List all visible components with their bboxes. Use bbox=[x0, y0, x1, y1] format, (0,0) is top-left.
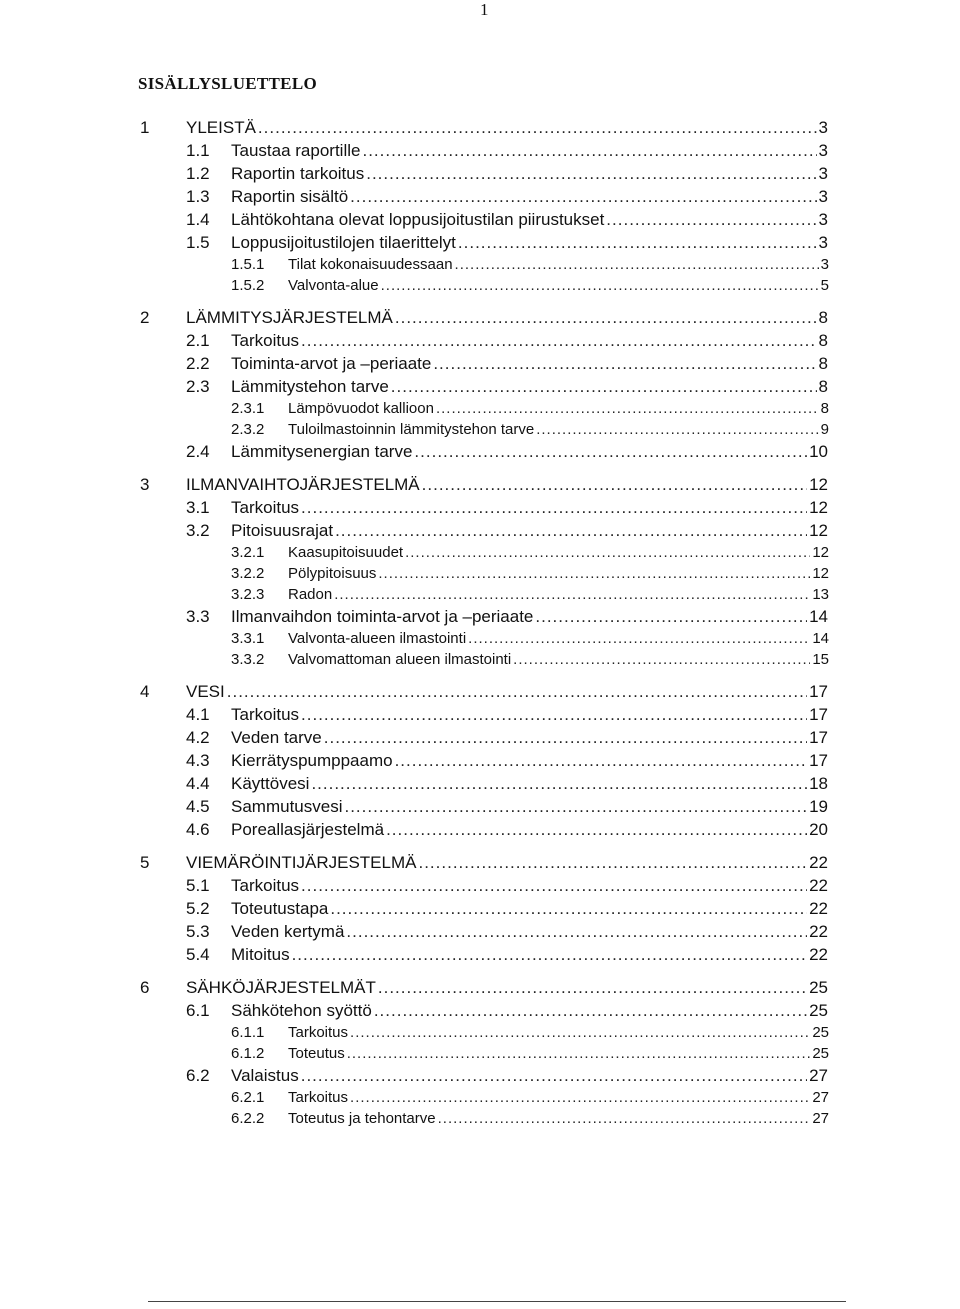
toc-entry-line bbox=[231, 440, 828, 463]
toc-entry-number: 3 bbox=[140, 475, 150, 494]
toc-entry-number: 1.4 bbox=[186, 210, 210, 229]
toc-entry-page: 22 bbox=[809, 876, 828, 895]
toc-entry-page: 22 bbox=[809, 922, 828, 941]
toc-entry-line bbox=[186, 976, 828, 999]
toc-entry-page: 17 bbox=[809, 751, 828, 770]
toc-entry-page: 20 bbox=[809, 820, 828, 839]
toc-entry-label: ILMANVAIHTOJÄRJESTELMÄ bbox=[186, 475, 420, 494]
toc-entry-number: 2 bbox=[140, 308, 150, 327]
toc-entry-label: Taustaa raportille bbox=[231, 141, 361, 160]
toc-entry-page: 12 bbox=[809, 475, 828, 494]
toc-entry-label: Sammutusvesi bbox=[231, 797, 343, 816]
toc-entry-number: 4.1 bbox=[186, 705, 210, 724]
toc-entry-number: 3.2.1 bbox=[231, 544, 265, 561]
toc-entry[interactable] bbox=[0, 605, 960, 628]
dot-leader bbox=[414, 440, 807, 463]
toc-entry-line bbox=[231, 519, 828, 542]
toc-entry[interactable] bbox=[0, 208, 960, 231]
toc-entry-line bbox=[288, 254, 829, 275]
dot-leader bbox=[366, 162, 816, 185]
toc-entry-number: 1.1 bbox=[186, 141, 210, 160]
toc-entry[interactable] bbox=[0, 116, 960, 139]
toc-entry[interactable] bbox=[0, 628, 960, 649]
toc-entry-line bbox=[231, 920, 828, 943]
toc-entry-label: Kierrätyspumppaamo bbox=[231, 751, 393, 770]
toc-entry-line bbox=[288, 1087, 829, 1108]
dot-leader bbox=[301, 496, 807, 519]
toc-entry[interactable] bbox=[0, 329, 960, 352]
toc-entry[interactable] bbox=[0, 375, 960, 398]
toc-entry[interactable] bbox=[0, 795, 960, 818]
toc-entry-line bbox=[288, 649, 829, 670]
toc-entry-label: Mitoitus bbox=[231, 945, 290, 964]
toc-entry-page: 14 bbox=[812, 630, 829, 647]
dot-leader bbox=[433, 352, 816, 375]
toc-entry[interactable] bbox=[0, 818, 960, 841]
toc-entry-label: Kaasupitoisuudet bbox=[288, 544, 404, 561]
toc-entry-label: Käyttövesi bbox=[231, 774, 310, 793]
toc-entry-number: 3.3 bbox=[186, 607, 210, 626]
toc-entry[interactable] bbox=[0, 649, 960, 670]
dot-leader bbox=[381, 275, 819, 296]
toc-entry-label: Toteutustapa bbox=[231, 899, 329, 918]
toc-entry-label: Toteutus ja tehontarve bbox=[288, 1110, 436, 1127]
toc-entry-line bbox=[231, 726, 828, 749]
toc-entry[interactable] bbox=[0, 275, 960, 296]
toc-entry-line bbox=[231, 352, 828, 375]
toc-entry-label: Raportin tarkoitus bbox=[231, 164, 365, 183]
toc-entry-number: 1.5.2 bbox=[231, 277, 265, 294]
dot-leader bbox=[301, 703, 807, 726]
dot-leader bbox=[436, 398, 819, 419]
toc-entry-page: 3 bbox=[820, 256, 829, 273]
dot-leader bbox=[292, 943, 808, 966]
toc-entry-page: 8 bbox=[818, 377, 828, 396]
dot-leader bbox=[227, 680, 807, 703]
toc-entry[interactable] bbox=[0, 231, 960, 254]
toc-entry-label: Lähtökohtana olevat loppusijoitustilan piirustukset bbox=[231, 210, 605, 229]
dot-leader bbox=[350, 1087, 810, 1108]
toc-entry-number: 5.2 bbox=[186, 899, 210, 918]
toc-entry-line bbox=[231, 139, 828, 162]
toc-entry-page: 27 bbox=[809, 1066, 828, 1085]
toc-entry-number: 2.3.1 bbox=[231, 400, 265, 417]
toc-entry-number: 6.1.1 bbox=[231, 1024, 265, 1041]
toc-entry[interactable] bbox=[0, 851, 960, 874]
toc-entry-number: 6.1.2 bbox=[231, 1045, 265, 1062]
toc-entry-page: 17 bbox=[809, 682, 828, 701]
toc-entry-page: 12 bbox=[809, 498, 828, 517]
dot-leader bbox=[378, 976, 807, 999]
table-of-contents bbox=[0, 116, 960, 1129]
toc-entry[interactable] bbox=[0, 419, 960, 440]
toc-entry-page: 9 bbox=[820, 421, 829, 438]
toc-entry-line bbox=[231, 999, 828, 1022]
toc-entry-line bbox=[186, 116, 828, 139]
toc-entry-page: 17 bbox=[809, 728, 828, 747]
toc-entry-number: 1.2 bbox=[186, 164, 210, 183]
toc-entry-label: Tarkoitus bbox=[231, 498, 300, 517]
toc-entry-line bbox=[186, 473, 828, 496]
toc-entry[interactable] bbox=[0, 563, 960, 584]
toc-entry-line bbox=[231, 943, 828, 966]
toc-entry-line bbox=[231, 208, 828, 231]
toc-entry-label: Lämmitystehon tarve bbox=[231, 377, 389, 396]
dot-leader bbox=[458, 231, 817, 254]
toc-entry-label: Lämpövuodot kallioon bbox=[288, 400, 434, 417]
toc-entry-number: 3.1 bbox=[186, 498, 210, 517]
toc-entry[interactable] bbox=[0, 398, 960, 419]
toc-entry-page: 25 bbox=[812, 1045, 829, 1062]
toc-entry-number: 4.5 bbox=[186, 797, 210, 816]
toc-entry-line bbox=[288, 542, 829, 563]
toc-entry-line bbox=[231, 375, 828, 398]
toc-entry-number: 1.5 bbox=[186, 233, 210, 252]
dot-leader bbox=[438, 1108, 811, 1129]
page-number: 1 bbox=[480, 0, 489, 19]
toc-entry-page: 13 bbox=[812, 586, 829, 603]
toc-entry-number: 6.2.1 bbox=[231, 1089, 265, 1106]
dot-leader bbox=[350, 1022, 810, 1043]
toc-entry-label: LÄMMITYSJÄRJESTELMÄ bbox=[186, 308, 393, 327]
toc-title: SISÄLLYSLUETTELO bbox=[138, 74, 317, 93]
dot-leader bbox=[344, 795, 807, 818]
dot-leader bbox=[258, 116, 817, 139]
toc-entry[interactable] bbox=[0, 584, 960, 605]
toc-entry-line bbox=[186, 680, 828, 703]
toc-entry-number: 2.3.2 bbox=[231, 421, 265, 438]
dot-leader bbox=[347, 1043, 811, 1064]
bottom-rule bbox=[148, 1301, 846, 1302]
toc-entry-number: 2.3 bbox=[186, 377, 210, 396]
dot-leader bbox=[391, 375, 817, 398]
toc-entry-page: 17 bbox=[809, 705, 828, 724]
dot-leader bbox=[418, 851, 807, 874]
toc-entry-line bbox=[288, 628, 829, 649]
toc-entry-number: 2.2 bbox=[186, 354, 210, 373]
toc-entry-page: 25 bbox=[809, 978, 828, 997]
dot-leader bbox=[606, 208, 816, 231]
toc-entry-line bbox=[288, 584, 829, 605]
toc-entry-number: 2.1 bbox=[186, 331, 210, 350]
toc-entry-label: Tilat kokonaisuudessaan bbox=[288, 256, 453, 273]
toc-entry-page: 12 bbox=[812, 565, 829, 582]
toc-entry[interactable] bbox=[0, 1108, 960, 1129]
toc-entry[interactable] bbox=[0, 254, 960, 275]
toc-entry-label: VIEMÄRÖINTIJÄRJESTELMÄ bbox=[186, 853, 417, 872]
toc-entry-line bbox=[288, 398, 829, 419]
toc-entry-line bbox=[231, 749, 828, 772]
toc-entry[interactable] bbox=[0, 772, 960, 795]
toc-entry-page: 12 bbox=[812, 544, 829, 561]
toc-entry-label: Ilmanvaihdon toiminta-arvot ja –periaate bbox=[231, 607, 534, 626]
toc-entry[interactable] bbox=[0, 976, 960, 999]
toc-entry[interactable] bbox=[0, 1022, 960, 1043]
toc-entry[interactable] bbox=[0, 680, 960, 703]
toc-entry[interactable] bbox=[0, 496, 960, 519]
toc-entry-page: 8 bbox=[818, 308, 828, 327]
toc-entry[interactable] bbox=[0, 1043, 960, 1064]
toc-entry-number: 5.4 bbox=[186, 945, 210, 964]
toc-entry-label: Tarkoitus bbox=[231, 331, 300, 350]
toc-entry-label: Toteutus bbox=[288, 1045, 345, 1062]
toc-entry-number: 6.2.2 bbox=[231, 1110, 265, 1127]
toc-entry-line bbox=[288, 1043, 829, 1064]
toc-entry-label: Valvomattoman alueen ilmastointi bbox=[288, 651, 512, 668]
toc-entry-number: 1 bbox=[140, 118, 150, 137]
toc-entry-line bbox=[231, 772, 828, 795]
dot-leader bbox=[301, 1064, 807, 1087]
toc-entry-label: Valvonta-alueen ilmastointi bbox=[288, 630, 467, 647]
toc-entry-label: Poreallasjärjestelmä bbox=[231, 820, 385, 839]
toc-entry[interactable] bbox=[0, 542, 960, 563]
dot-leader bbox=[513, 649, 810, 670]
toc-entry-page: 8 bbox=[818, 331, 828, 350]
toc-entry-number: 6.2 bbox=[186, 1066, 210, 1085]
toc-entry-page: 10 bbox=[809, 442, 828, 461]
toc-entry-label: Sähkötehon syöttö bbox=[231, 1001, 372, 1020]
toc-entry-line bbox=[231, 329, 828, 352]
toc-entry[interactable] bbox=[0, 999, 960, 1022]
dot-leader bbox=[386, 818, 807, 841]
toc-entry-line bbox=[231, 162, 828, 185]
toc-entry[interactable] bbox=[0, 473, 960, 496]
toc-entry-page: 8 bbox=[820, 400, 829, 417]
toc-entry-number: 6 bbox=[140, 978, 150, 997]
toc-entry-number: 4 bbox=[140, 682, 150, 701]
toc-entry-line bbox=[231, 874, 828, 897]
toc-entry-page: 3 bbox=[818, 187, 828, 206]
toc-entry-line bbox=[186, 851, 828, 874]
dot-leader bbox=[405, 542, 810, 563]
toc-entry-label: Tarkoitus bbox=[231, 876, 300, 895]
toc-entry-page: 12 bbox=[809, 521, 828, 540]
toc-entry-page: 22 bbox=[809, 899, 828, 918]
toc-entry-line bbox=[231, 703, 828, 726]
dot-leader bbox=[350, 185, 816, 208]
toc-entry[interactable] bbox=[0, 139, 960, 162]
toc-entry-page: 3 bbox=[818, 233, 828, 252]
toc-entry[interactable] bbox=[0, 920, 960, 943]
toc-entry-number: 3.2 bbox=[186, 521, 210, 540]
toc-entry[interactable] bbox=[0, 1087, 960, 1108]
toc-entry-number: 2.4 bbox=[186, 442, 210, 461]
toc-entry-label: Veden kertymä bbox=[231, 922, 345, 941]
toc-entry-label: Tarkoitus bbox=[288, 1024, 349, 1041]
toc-entry-line bbox=[288, 275, 829, 296]
toc-entry-page: 22 bbox=[809, 945, 828, 964]
toc-entry-line bbox=[288, 1108, 829, 1129]
toc-entry-number: 4.3 bbox=[186, 751, 210, 770]
toc-entry-label: Valvonta-alue bbox=[288, 277, 379, 294]
toc-entry-number: 4.6 bbox=[186, 820, 210, 839]
toc-entry-number: 5 bbox=[140, 853, 150, 872]
toc-entry-label: SÄHKÖJÄRJESTELMÄT bbox=[186, 978, 376, 997]
dot-leader bbox=[362, 139, 816, 162]
toc-entry-line bbox=[231, 795, 828, 818]
toc-entry-label: Pitoisuusrajat bbox=[231, 521, 334, 540]
dot-leader bbox=[334, 584, 810, 605]
toc-entry[interactable] bbox=[0, 703, 960, 726]
toc-entry[interactable] bbox=[0, 519, 960, 542]
toc-entry-label: Valaistus bbox=[231, 1066, 299, 1085]
toc-entry-line bbox=[231, 818, 828, 841]
dot-leader bbox=[395, 306, 817, 329]
toc-entry-line bbox=[288, 1022, 829, 1043]
toc-entry-label: Tarkoitus bbox=[231, 705, 300, 724]
toc-entry[interactable] bbox=[0, 352, 960, 375]
toc-entry-page: 19 bbox=[809, 797, 828, 816]
toc-entry[interactable] bbox=[0, 749, 960, 772]
toc-entry-label: VESI bbox=[186, 682, 225, 701]
toc-entry-line bbox=[231, 1064, 828, 1087]
toc-entry[interactable] bbox=[0, 897, 960, 920]
dot-leader bbox=[301, 874, 807, 897]
toc-entry-label: Tuloilmastoinnin lämmitystehon tarve bbox=[288, 421, 535, 438]
toc-entry[interactable] bbox=[0, 162, 960, 185]
toc-entry-page: 3 bbox=[818, 210, 828, 229]
dot-leader bbox=[536, 419, 818, 440]
toc-entry-page: 3 bbox=[818, 118, 828, 137]
toc-entry[interactable] bbox=[0, 185, 960, 208]
toc-entry-line bbox=[186, 306, 828, 329]
dot-leader bbox=[346, 920, 807, 943]
dot-leader bbox=[301, 329, 817, 352]
toc-entry[interactable] bbox=[0, 943, 960, 966]
dot-leader bbox=[535, 605, 807, 628]
dot-leader bbox=[335, 519, 807, 542]
toc-entry-page: 14 bbox=[809, 607, 828, 626]
toc-entry-page: 22 bbox=[809, 853, 828, 872]
toc-entry-page: 3 bbox=[818, 164, 828, 183]
toc-entry-number: 5.3 bbox=[186, 922, 210, 941]
dot-leader bbox=[378, 563, 810, 584]
toc-entry-page: 27 bbox=[812, 1110, 829, 1127]
toc-entry-number: 3.2.2 bbox=[231, 565, 265, 582]
toc-entry-number: 1.5.1 bbox=[231, 256, 265, 273]
toc-entry-line bbox=[231, 897, 828, 920]
toc-entry[interactable] bbox=[0, 726, 960, 749]
dot-leader bbox=[468, 628, 810, 649]
toc-entry-label: Raportin sisältö bbox=[231, 187, 349, 206]
toc-entry-number: 3.2.3 bbox=[231, 586, 265, 603]
toc-entry-label: Tarkoitus bbox=[288, 1089, 349, 1106]
toc-entry-label: Pölypitoisuus bbox=[288, 565, 377, 582]
toc-entry-label: Radon bbox=[288, 586, 333, 603]
dot-leader bbox=[395, 749, 808, 772]
toc-entry-number: 3.3.1 bbox=[231, 630, 265, 647]
toc-entry-number: 4.2 bbox=[186, 728, 210, 747]
toc-entry[interactable] bbox=[0, 1064, 960, 1087]
toc-entry[interactable] bbox=[0, 306, 960, 329]
toc-entry-label: Veden tarve bbox=[231, 728, 322, 747]
toc-entry-page: 5 bbox=[820, 277, 829, 294]
toc-entry-line bbox=[288, 563, 829, 584]
toc-entry-line bbox=[231, 605, 828, 628]
toc-entry-label: Loppusijoitustilojen tilaerittelyt bbox=[231, 233, 456, 252]
dot-leader bbox=[422, 473, 807, 496]
dot-leader bbox=[330, 897, 807, 920]
toc-entry-number: 1.3 bbox=[186, 187, 210, 206]
toc-entry-number: 3.3.2 bbox=[231, 651, 265, 668]
toc-entry-page: 25 bbox=[809, 1001, 828, 1020]
toc-entry-page: 15 bbox=[812, 651, 829, 668]
toc-entry-page: 18 bbox=[809, 774, 828, 793]
dot-leader bbox=[455, 254, 819, 275]
toc-entry-label: Lämmitysenergian tarve bbox=[231, 442, 413, 461]
dot-leader bbox=[311, 772, 807, 795]
dot-leader bbox=[374, 999, 807, 1022]
toc-entry-line bbox=[231, 231, 828, 254]
toc-entry-page: 3 bbox=[818, 141, 828, 160]
toc-entry-label: YLEISTÄ bbox=[186, 118, 256, 137]
toc-entry-number: 5.1 bbox=[186, 876, 210, 895]
toc-entry-number: 6.1 bbox=[186, 1001, 210, 1020]
toc-entry-line bbox=[231, 185, 828, 208]
toc-entry[interactable] bbox=[0, 874, 960, 897]
dot-leader bbox=[324, 726, 807, 749]
toc-entry-page: 27 bbox=[812, 1089, 829, 1106]
toc-entry-line bbox=[231, 496, 828, 519]
toc-entry-line bbox=[288, 419, 829, 440]
toc-entry-page: 25 bbox=[812, 1024, 829, 1041]
toc-entry-page: 8 bbox=[818, 354, 828, 373]
toc-entry[interactable] bbox=[0, 440, 960, 463]
toc-entry-label: Toiminta-arvot ja –periaate bbox=[231, 354, 432, 373]
toc-entry-number: 4.4 bbox=[186, 774, 210, 793]
